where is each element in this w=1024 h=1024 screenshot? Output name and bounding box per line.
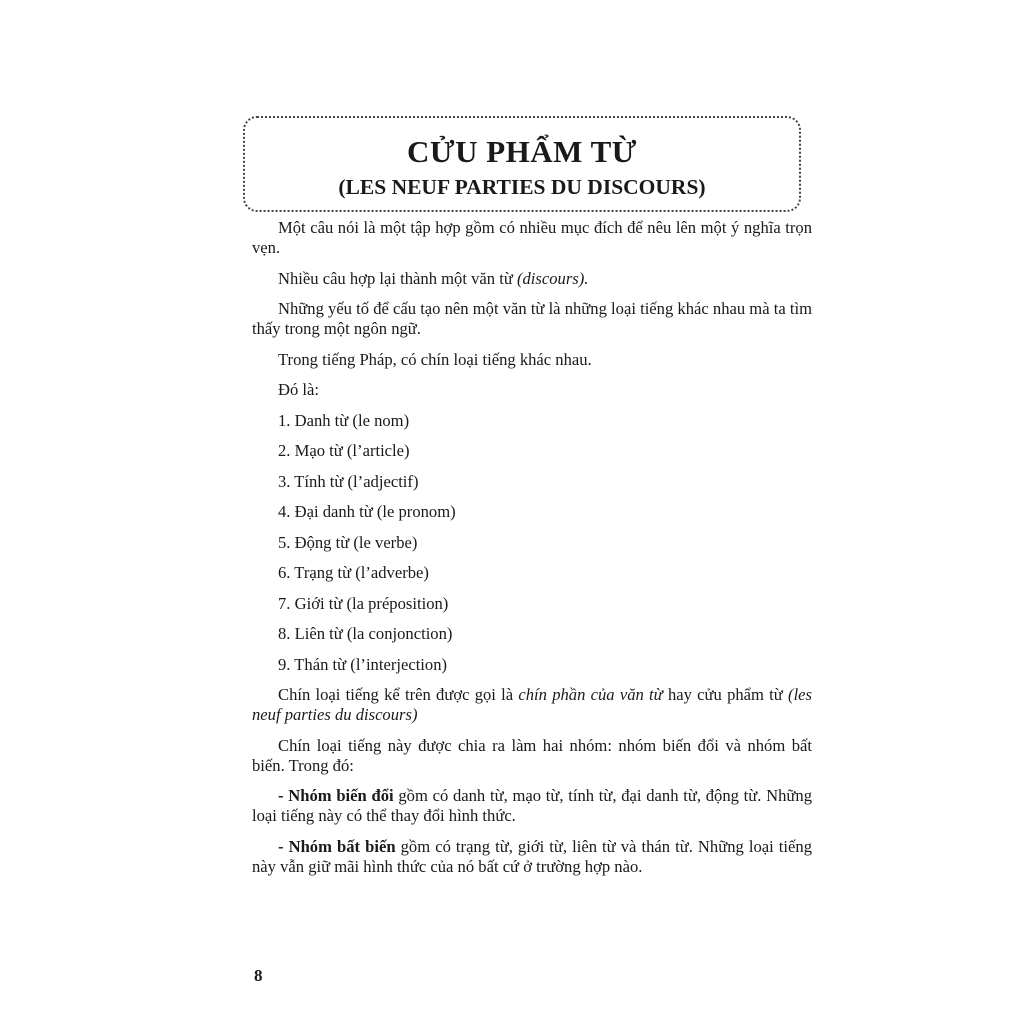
- paragraph-9-text: gồm có trạng từ, giới từ, liên từ và thán từ. Những loại tiếng này vẫn giữ mãi hình thức của nó bất cứ ở trường hợp nào.: [252, 836, 812, 876]
- list-item: 8. Liên từ (la conjonction): [278, 624, 453, 643]
- paragraph-2-text: Nhiều câu hợp lại thành một văn từ: [278, 268, 517, 288]
- paragraph-2-italic: (discours).: [516, 268, 589, 288]
- paragraph-3: Những yếu tố để cấu tạo nên một văn từ là những loại tiếng khác nhau mà ta tìm thấy trong một ngôn ngữ.: [252, 299, 812, 338]
- paragraph-4: Trong tiếng Pháp, có chín loại tiếng khác nhau.: [278, 349, 592, 369]
- list-item: 6. Trạng từ (l’adverbe): [278, 563, 429, 582]
- paragraph-8-bold: - Nhóm biến đổi: [278, 786, 394, 805]
- parts-of-speech-list: [252, 411, 812, 675]
- list-item: 4. Đại danh từ (le pronom): [278, 502, 456, 521]
- paragraph-7: Chín loại tiếng này được chia ra làm hai nhóm: nhóm biến đổi và nhóm bất biến. Trong đó:: [252, 735, 812, 775]
- body-text: [252, 218, 812, 887]
- list-item: 1. Danh từ (le nom): [278, 410, 410, 430]
- list-item: 7. Giới từ (la préposition): [278, 593, 449, 613]
- list-item: 5. Động từ (le verbe): [278, 532, 418, 552]
- chapter-title-box: [243, 116, 801, 212]
- paragraph-6: [252, 685, 812, 725]
- paragraph-6-text-1: Chín loại tiếng kể trên được gọi là: [278, 685, 519, 704]
- page-number: 8: [254, 966, 263, 985]
- paragraph-1: Một câu nói là một tập hợp gồm có nhiều mục đích để nêu lên một ý nghĩa trọn vẹn.: [252, 218, 812, 257]
- list-item: 3. Tính từ (l’adjectif): [278, 471, 419, 491]
- list-item: 9. Thán từ (l’interjection): [278, 654, 448, 674]
- paragraph-9-bold: - Nhóm bất biến: [278, 836, 396, 856]
- chapter-title: CỬU PHẨM TỪ: [407, 134, 637, 169]
- list-item: 2. Mạo từ (l’article): [278, 441, 410, 460]
- paragraph-6-text-2: hay cửu phẩm từ: [662, 685, 789, 704]
- chapter-subtitle: (LES NEUF PARTIES DU DISCOURS): [338, 175, 706, 199]
- paragraph-5: Đó là:: [278, 380, 320, 399]
- paragraph-6-italic-1: chín phần của văn từ: [518, 685, 663, 704]
- paragraph-6-italic-2: (les neuf parties du discours): [252, 685, 813, 724]
- paragraph-8: [252, 786, 812, 826]
- paragraph-9: [252, 837, 812, 877]
- paragraph-8-text: gồm có danh từ, mạo từ, tính từ, đại danh từ, động từ. Những loại tiếng này có thể thay đổi hình thức.: [252, 786, 812, 825]
- paragraph-2: [252, 269, 812, 289]
